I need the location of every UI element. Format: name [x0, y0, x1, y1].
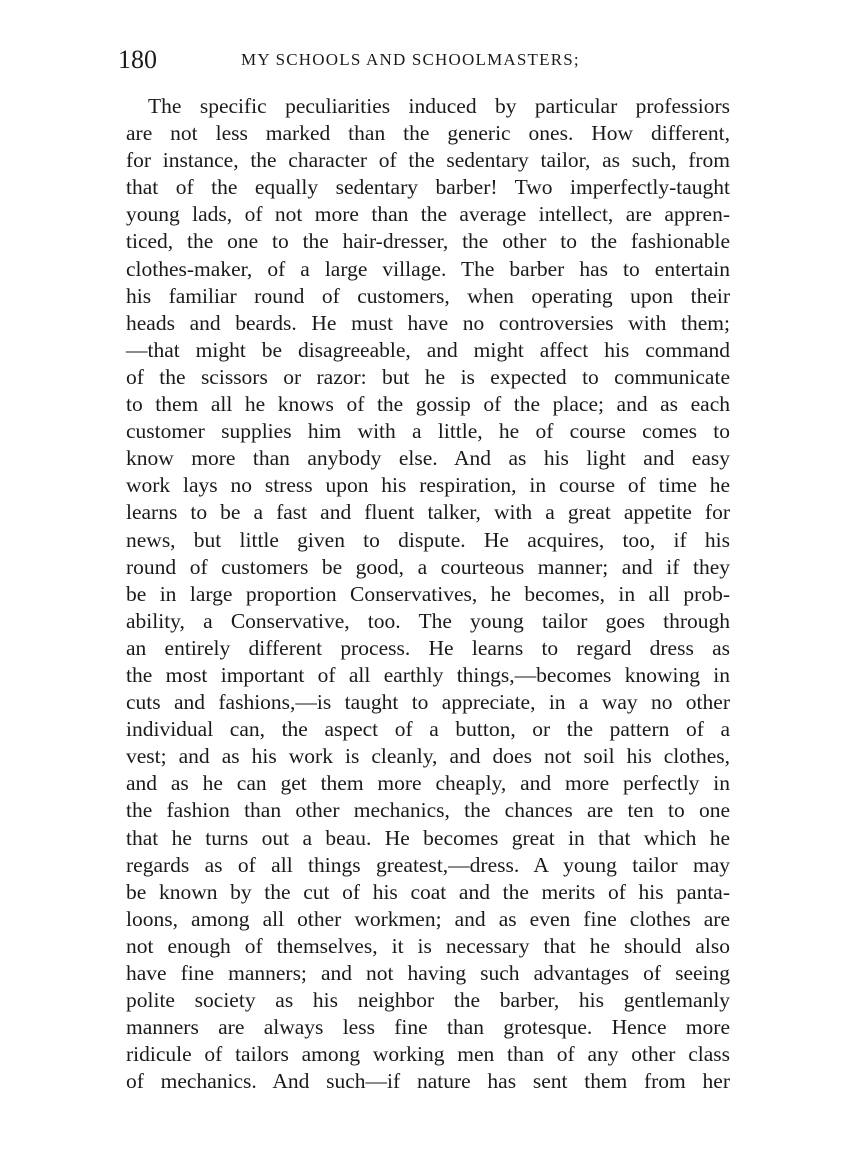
text-line: learns to be a fast and fluent talker, with a great appetite for: [126, 500, 730, 525]
running-title: MY SCHOOLS AND SCHOOLMASTERS;: [241, 50, 580, 69]
text-line: vest; and as his work is cleanly, and does not soil his clothes,: [126, 744, 730, 769]
text-line: know more than anybody else. And as his light and easy: [126, 446, 730, 471]
text-line: be known by the cut of his coat and the merits of his panta-: [126, 879, 730, 904]
text-line: are not less marked than the generic ones. How different,: [126, 121, 730, 146]
text-line: not enough of themselves, it is necessary that he should also: [126, 933, 730, 958]
text-line: loons, among all other workmen; and as even fine clothes are: [126, 906, 730, 931]
text-line: work lays no stress upon his respiration, in course of time he: [126, 473, 730, 498]
text-line: heads and beards. He must have no controversies with them;: [126, 310, 730, 335]
text-line: an entirely different process. He learns to regard dress as: [126, 635, 730, 660]
text-line: cuts and fashions,—is taught to appreciate, in a way no other: [126, 690, 730, 715]
text-line: of the scissors or razor: but he is expected to communicate: [126, 364, 730, 389]
text-line: the fashion than other mechanics, the chances are ten to one: [126, 798, 730, 823]
text-line: —that might be disagreeable, and might affect his command: [126, 337, 730, 362]
text-line: be in large proportion Conservatives, he becomes, in all prob-: [126, 581, 730, 606]
text-line: young lads, of not more than the average intellect, are appren-: [126, 202, 730, 227]
text-line: of mechanics. And such—if nature has sent them from her: [126, 1069, 730, 1094]
text-line: regards as of all things greatest,—dress. A young tailor may: [126, 852, 730, 877]
text-line: news, but little given to dispute. He acquires, too, if his: [126, 527, 730, 552]
page-number: 180: [118, 45, 157, 74]
text-line: The specific peculiarities induced by particular professiors: [148, 94, 730, 118]
text-line: individual can, the aspect of a button, or the pattern of a: [126, 717, 730, 742]
text-line: manners are always less fine than grotesque. Hence more: [126, 1015, 730, 1040]
text-line: ability, a Conservative, too. The young tailor goes through: [126, 608, 730, 633]
text-line: his familiar round of customers, when operating upon their: [126, 283, 730, 308]
text-line: the most important of all earthly things,—becomes knowing in: [126, 662, 730, 687]
text-line: that he turns out a beau. He becomes great in that which he: [126, 825, 730, 850]
text-line: clothes-maker, of a large village. The barber has to entertain: [126, 256, 730, 281]
body-paragraph: [126, 93, 730, 1095]
text-line: ticed, the one to the hair-dresser, the other to the fashionable: [126, 229, 730, 254]
text-line: polite society as his neighbor the barber, his gentlemanly: [126, 988, 730, 1013]
text-line: ridicule of tailors among working men than of any other class: [126, 1042, 730, 1067]
text-line: round of customers be good, a courteous manner; and if they: [126, 554, 730, 579]
running-head: [118, 40, 738, 80]
text-line: for instance, the character of the sedentary tailor, as such, from: [126, 148, 730, 173]
text-line: and as he can get them more cheaply, and more perfectly in: [126, 771, 730, 796]
text-line: that of the equally sedentary barber! Two imperfectly-taught: [126, 175, 730, 200]
text-line: customer supplies him with a little, he of course comes to: [126, 419, 730, 444]
text-line: to them all he knows of the gossip of the place; and as each: [126, 392, 730, 417]
text-line: have fine manners; and not having such advantages of seeing: [126, 961, 730, 985]
